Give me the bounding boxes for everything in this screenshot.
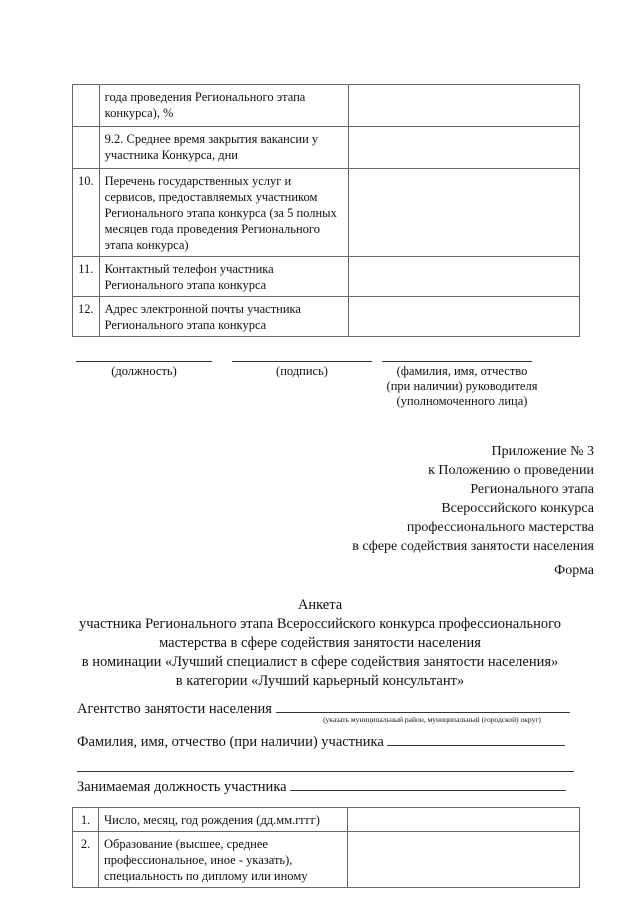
row-label: Контактный телефон участника Регионального этапа конкурса xyxy=(99,257,348,297)
table-row xyxy=(73,297,580,337)
participant-info-table xyxy=(72,84,580,337)
position-caption: (должность) xyxy=(111,364,177,378)
table-row xyxy=(73,257,580,297)
agency-label: Агентство занятости населения xyxy=(77,701,272,717)
row-label: года проведения Регионального этапа конкурса), % xyxy=(99,85,348,127)
row-number: 12. xyxy=(73,297,100,337)
fio-caption-line: (фамилия, имя, отчество xyxy=(396,364,528,378)
participant-position-field xyxy=(77,775,566,796)
row-value-cell[interactable] xyxy=(348,85,579,127)
table-row xyxy=(73,169,580,257)
form-label: Форма xyxy=(554,563,594,578)
participant-fio-input-line[interactable] xyxy=(387,730,565,746)
title-line: в категории «Лучший карьерный консультант» xyxy=(175,673,465,689)
appendix-header xyxy=(234,442,594,556)
appendix-line: Всероссийского конкурса xyxy=(441,501,594,516)
row-label: Образование (высшее, среднее профессиональное, иное - указать), специальность по диплому или иному xyxy=(99,832,348,888)
row-number: 11. xyxy=(73,257,100,297)
table-row xyxy=(73,832,580,888)
fio-signature-line[interactable] xyxy=(382,361,532,362)
agency-input-line[interactable] xyxy=(276,697,570,713)
title-line: мастерства в сфере содействия занятости населения xyxy=(159,635,481,651)
row-value-cell[interactable] xyxy=(348,297,579,337)
appendix-line: Регионального этапа xyxy=(470,482,594,497)
position-signature-line[interactable] xyxy=(76,361,212,362)
participant-position-input-line[interactable] xyxy=(290,775,566,791)
row-label: Число, месяц, год рождения (дд.мм.гггг) xyxy=(99,808,348,832)
signature-caption: (подпись) xyxy=(276,364,328,378)
row-number xyxy=(73,127,100,169)
row-label: Адрес электронной почты участника Регионального этапа конкурса xyxy=(99,297,348,337)
fio-caption-line: (при наличии) руководителя xyxy=(386,379,538,393)
row-number xyxy=(73,85,100,127)
appendix-line: к Положению о проведении xyxy=(428,463,594,478)
table-row xyxy=(73,808,580,832)
form-title xyxy=(40,596,600,691)
participant-fio-continuation-line[interactable] xyxy=(77,771,574,772)
fio-caption xyxy=(372,364,552,409)
fio-caption-line: (уполномоченного лица) xyxy=(396,394,528,408)
row-label: 9.2. Среднее время закрытия вакансии у участника Конкурса, дни xyxy=(99,127,348,169)
title-line: участника Регионального этапа Всероссийского конкурса профессионального xyxy=(79,616,561,632)
table-row xyxy=(73,85,580,127)
row-value-cell[interactable] xyxy=(348,127,579,169)
agency-hint: (указать муниципальный район, муниципальный (городской) округ) xyxy=(323,715,541,724)
appendix-line: Приложение № 3 xyxy=(491,444,594,459)
row-value-cell[interactable] xyxy=(348,169,579,257)
appendix-line: в сфере содействия занятости населения xyxy=(352,539,594,554)
row-value-cell[interactable] xyxy=(348,808,580,832)
row-number: 1. xyxy=(73,808,99,832)
title-line: в номинации «Лучший специалист в сфере содействия занятости населения» xyxy=(81,654,559,670)
questionnaire-table xyxy=(72,807,580,888)
participant-position-label: Занимаемая должность участника xyxy=(77,779,287,795)
row-value-cell[interactable] xyxy=(348,832,580,888)
row-number: 2. xyxy=(73,832,99,888)
table-row xyxy=(73,127,580,169)
signature-line[interactable] xyxy=(232,361,372,362)
row-number: 10. xyxy=(73,169,100,257)
participant-fio-field xyxy=(77,730,565,751)
participant-fio-label: Фамилия, имя, отчество (при наличии) участника xyxy=(77,734,384,750)
row-value-cell[interactable] xyxy=(348,257,579,297)
row-label: Перечень государственных услуг и сервисов, предоставляемых участником Регионального этапа конкурса (за 5 полных месяцев года проведения Регионального этапа конкурса) xyxy=(99,169,348,257)
appendix-line: профессионального мастерства xyxy=(406,520,594,535)
title-line: Анкета xyxy=(297,597,343,613)
